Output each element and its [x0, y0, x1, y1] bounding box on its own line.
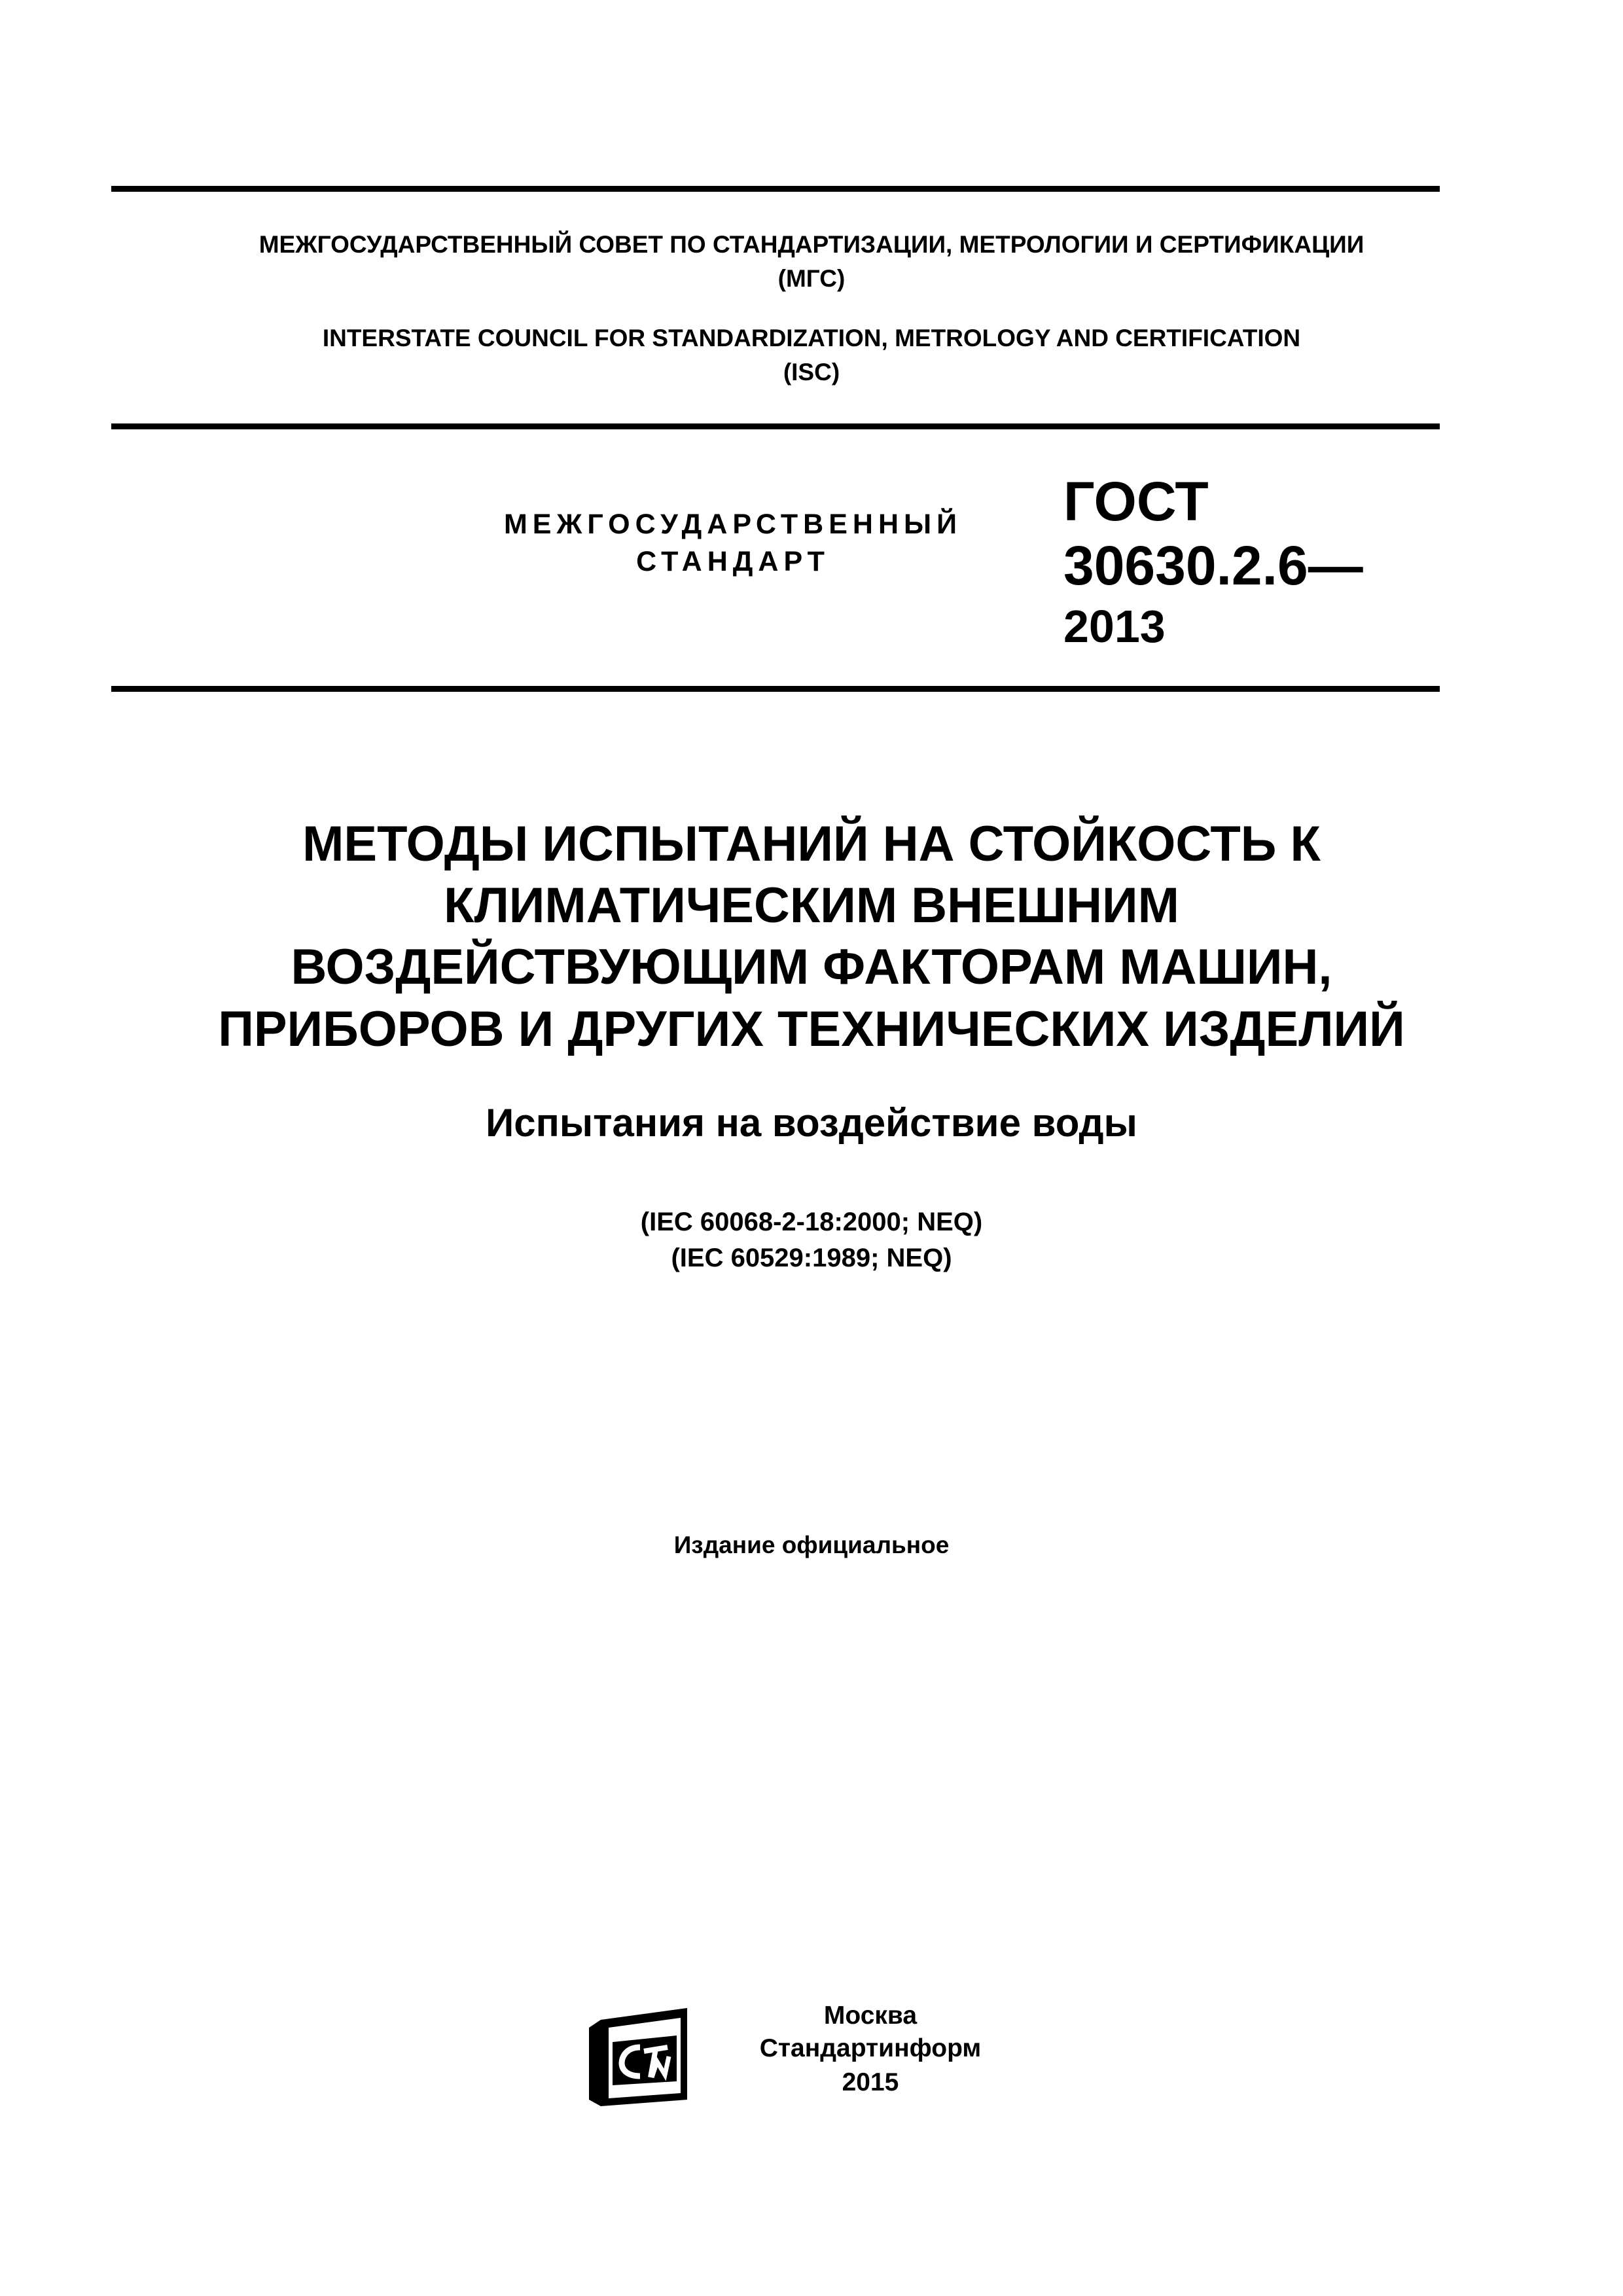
gost-year: 2013 — [1063, 601, 1166, 652]
gost-number: 30630.2.6— — [1063, 535, 1363, 596]
designation-rule — [111, 686, 1440, 692]
publisher-city: Москва — [823, 2001, 918, 2030]
title-line-4: ПРИБОРОВ И ДРУГИХ ТЕХНИЧЕСКИХ ИЗДЕЛИЙ — [218, 1001, 1405, 1057]
council-abbr-ru: (МГС) — [777, 265, 846, 292]
designation-line-1: МЕЖГОСУДАРСТВЕННЫЙ — [503, 509, 963, 540]
title-line-1: МЕТОДЫ ИСПЫТАНИЙ НА СТОЙКОСТЬ К — [302, 816, 1321, 872]
gost-prefix: ГОСТ — [1063, 471, 1209, 532]
publisher-name: Стандартинформ — [759, 2034, 982, 2062]
title-line-3: ВОЗДЕЙСТВУЮЩИМ ФАКТОРАМ МАШИН, — [291, 939, 1332, 995]
subtitle: Испытания на воздействие воды — [486, 1101, 1137, 1145]
council-name-ru: МЕЖГОСУДАРСТВЕННЫЙ СОВЕТ ПО СТАНДАРТИЗАЦИИ, МЕТРОЛОГИИ И СЕРТИФИКАЦИИ — [259, 231, 1364, 258]
standartinform-logo-icon — [589, 2001, 694, 2113]
council-abbr-en: (ISC) — [783, 359, 840, 386]
reference-line-1: (IEC 60068-2-18:2000; NEQ) — [640, 1208, 983, 1236]
title-line-2: КЛИМАТИЧЕСКИМ ВНЕШНИМ — [444, 878, 1179, 933]
header-rule — [111, 423, 1440, 429]
top-rule — [111, 186, 1440, 192]
publisher-year: 2015 — [842, 2068, 899, 2096]
edition-note: Издание официальное — [673, 1532, 950, 1558]
council-name-en: INTERSTATE COUNCIL FOR STANDARDIZATION, METROLOGY AND CERTIFICATION — [322, 325, 1301, 351]
reference-line-2: (IEC 60529:1989; NEQ) — [671, 1244, 952, 1272]
designation-line-2: СТАНДАРТ — [636, 546, 830, 577]
